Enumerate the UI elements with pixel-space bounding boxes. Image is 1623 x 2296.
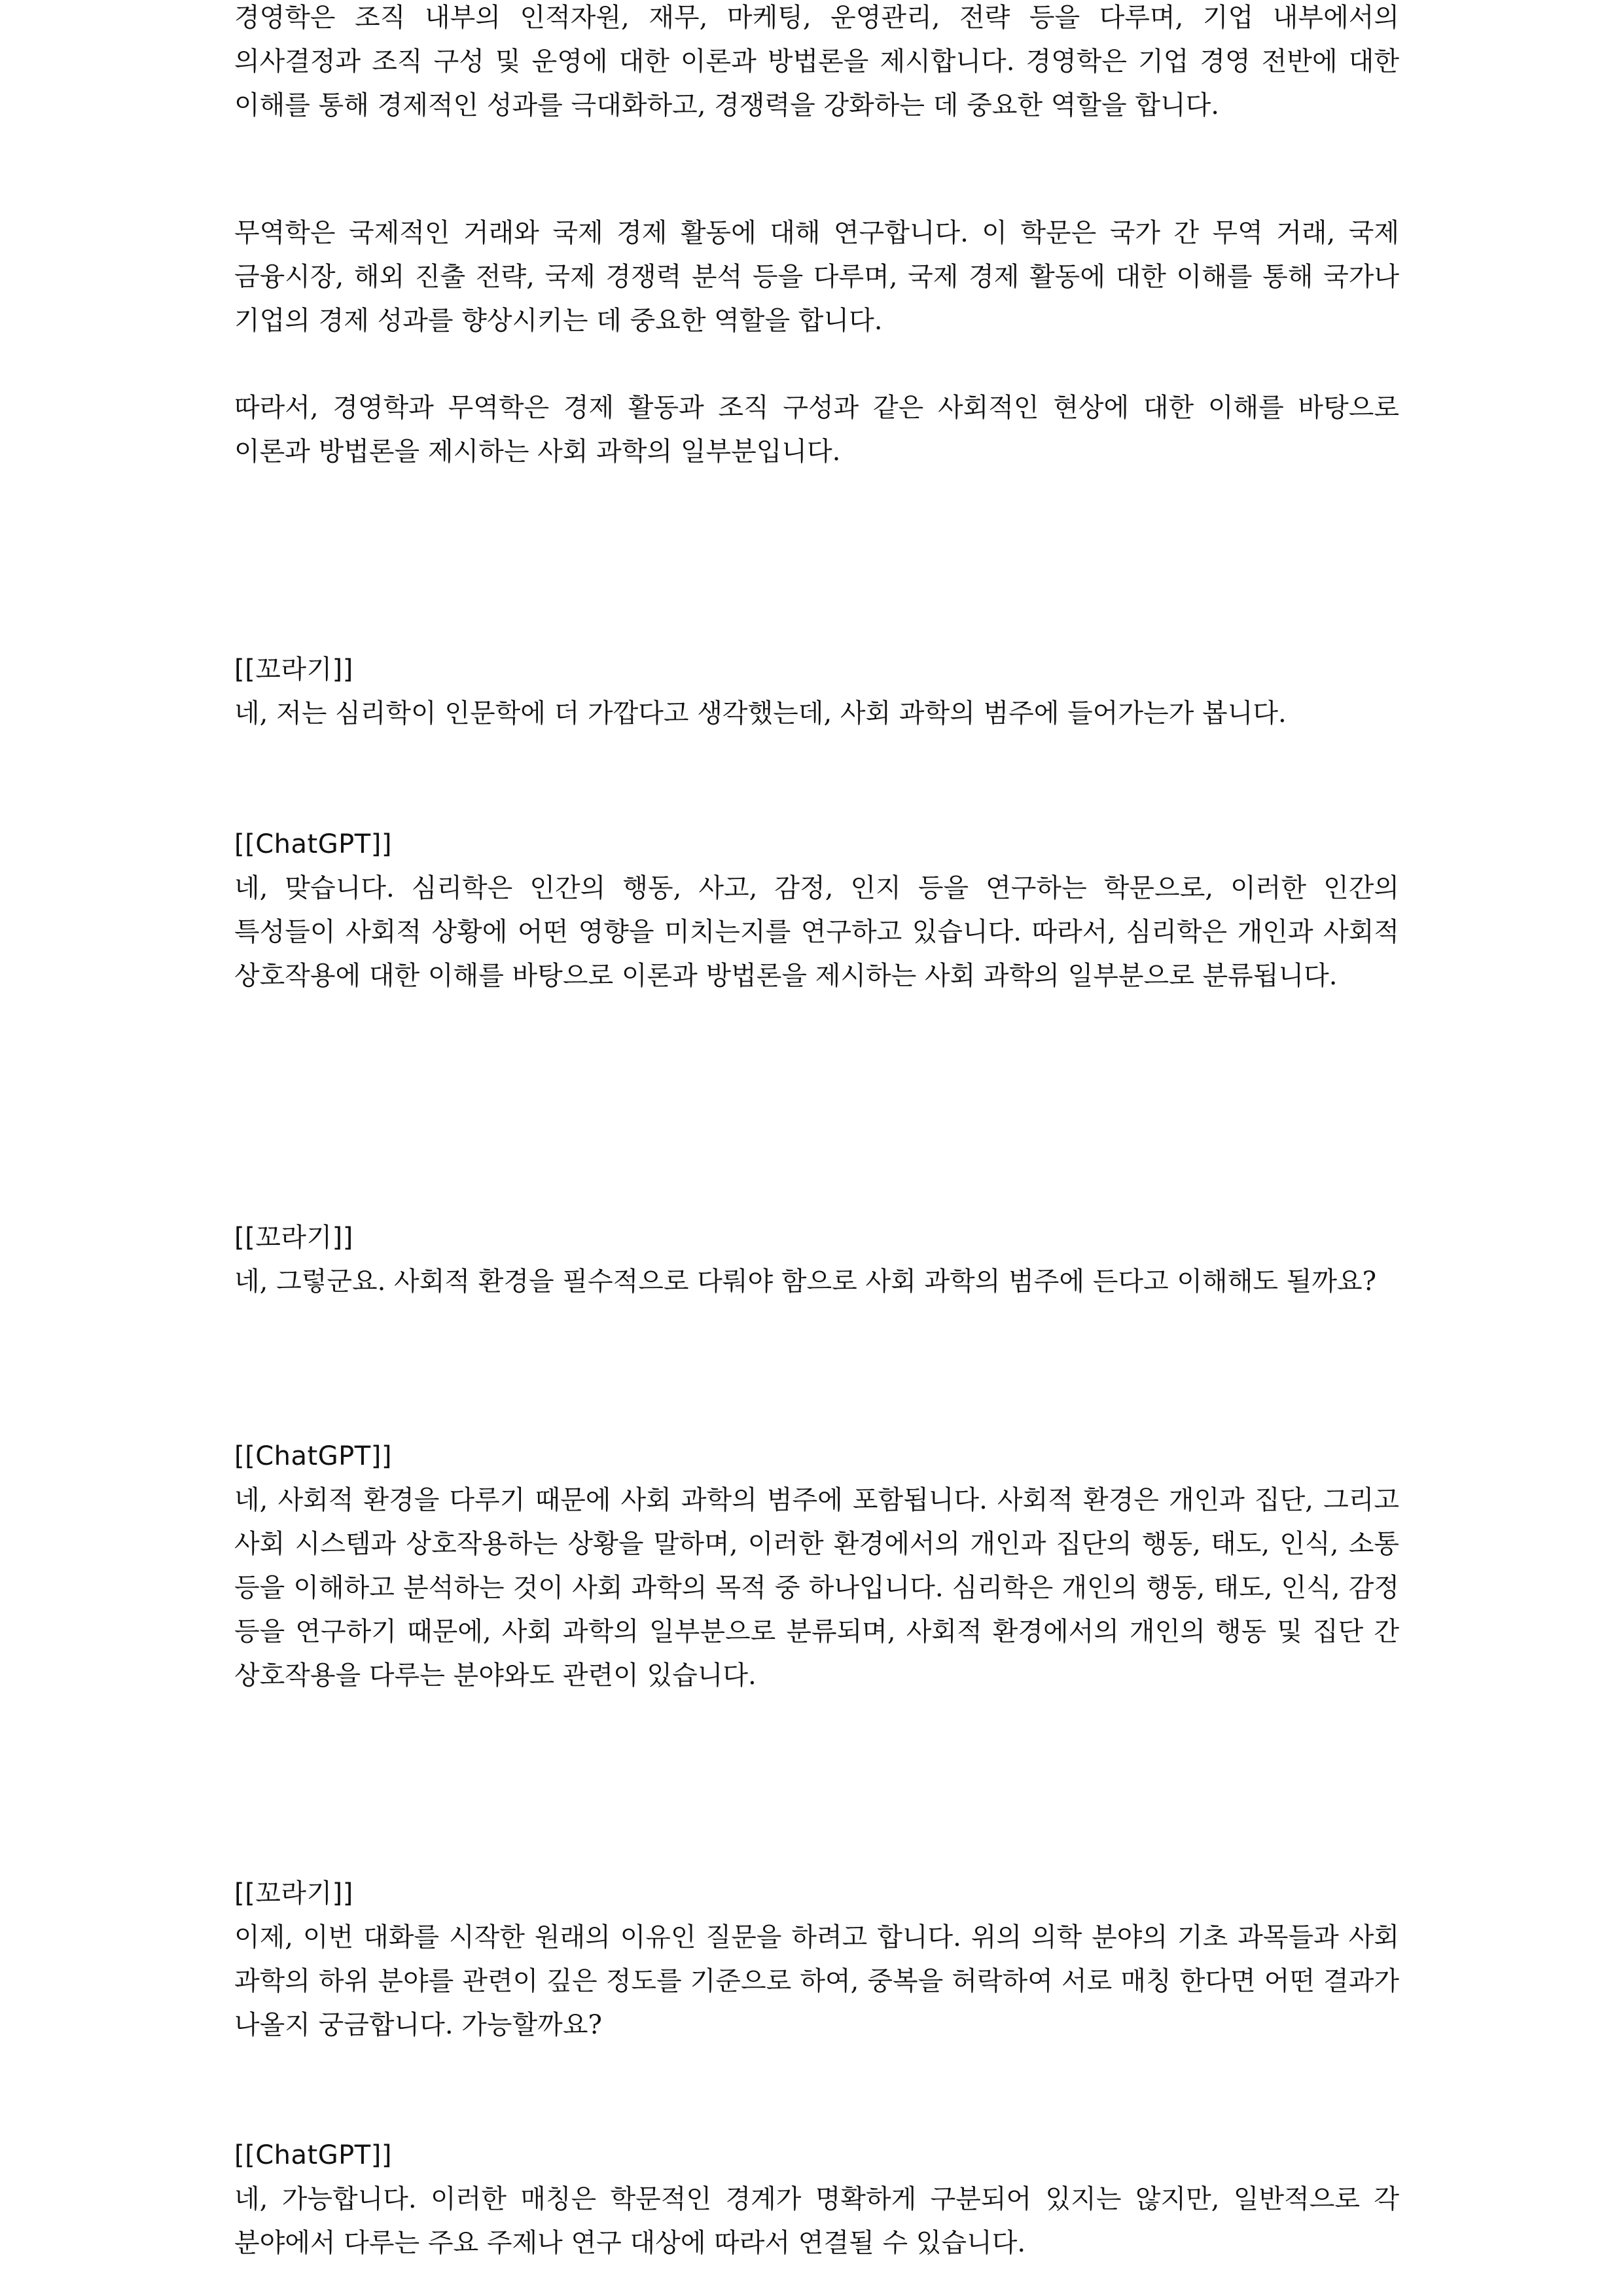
speaker-label: [[꼬라기]] [234, 655, 353, 685]
paragraph-conclusion [234, 386, 1399, 474]
message-text: 네, 그렇군요. 사회적 환경을 필수적으로 다뤄야 함으로 사회 과학의 범주에 든다고 이해해도 될까요? [234, 1266, 1377, 1297]
speaker-label: [[꼬라기]] [234, 1223, 353, 1253]
paragraph-text: 무역학은 국제적인 거래와 국제 경제 활동에 대해 연구합니다. 이 학문은 국가 간 무역 거래, 국제 금융시장, 해외 진출 전략, 국제 경쟁력 분석 등을 다루며, 국제 경제 활동에 대한 이해를 통해 국가나 기업의 경제 성과를 향상시키는 데 중요한 역할을 합니다. [234, 218, 1399, 336]
message-text: 이제, 이번 대화를 시작한 원래의 이유인 질문을 하려고 합니다. 위의 의학 분야의 기초 과목들과 사회 과학의 하위 분야를 관련이 깊은 정도를 기준으로 하여, 중복을 허락하여 서로 매칭 한다면 어떤 결과가 나올지 궁금합니다. 가능할까요? [234, 1922, 1399, 2040]
dialogue-turn-assistant [234, 1435, 1399, 1698]
paragraph-trade [234, 211, 1399, 343]
speaker-label: [[꼬라기]] [234, 1878, 353, 1909]
message-text: 네, 사회적 환경을 다루기 때문에 사회 과학의 범주에 포함됩니다. 사회적 환경은 개인과 집단, 그리고 사회 시스템과 상호작용하는 상황을 말하며, 이러한 환경에서의 개인과 집단의 행동, 태도, 인식, 소통 등을 이해하고 분석하는 것이 사회 과학의 목적 중 하나입니다. 심리학은 개인의 행동, 태도, 인식, 감정 등을 연구하기 때문에, 사회 과학의 일부분으로 분류되며, 사회적 환경에서의 개인의 행동 및 집단 간 상호작용을 다루는 분야와도 관련이 있습니다. [234, 1485, 1399, 1691]
speaker-label: [[ChatGPT]] [234, 829, 392, 859]
paragraph-text: 경영학은 조직 내부의 인적자원, 재무, 마케팅, 운영관리, 전략 등을 다루며, 기업 내부에서의 의사결정과 조직 구성 및 운영에 대한 이론과 방법론을 제시합니다. 경영학은 기업 경영 전반에 대한 이해를 통해 경제적인 성과를 극대화하고, 경쟁력을 강화하는 데 중요한 역할을 합니다. [234, 3, 1399, 120]
speaker-label: [[ChatGPT]] [234, 1441, 392, 1471]
speaker-label: [[ChatGPT]] [234, 2140, 392, 2170]
message-text: 네, 가능합니다. 이러한 매칭은 학문적인 경계가 명확하게 구분되어 있지는 않지만, 일반적으로 각 분야에서 다루는 주요 주제나 연구 대상에 따라서 연결될 수 있습니다. [234, 2184, 1399, 2258]
dialogue-turn-user [234, 1872, 1399, 2047]
dialogue-turn-user [234, 648, 1399, 736]
paragraph-text: 따라서, 경영학과 무역학은 경제 활동과 조직 구성과 같은 사회적인 현상에 대한 이해를 바탕으로 이론과 방법론을 제시하는 사회 과학의 일부분입니다. [234, 393, 1399, 467]
message-text: 네, 저는 심리학이 인문학에 더 가깝다고 생각했는데, 사회 과학의 범주에 들어가는가 봅니다. [234, 698, 1287, 728]
dialogue-turn-assistant [234, 823, 1399, 998]
dialogue-turn-assistant [234, 2134, 1399, 2265]
paragraph-business-admin [234, 0, 1399, 128]
dialogue-turn-user [234, 1216, 1399, 1304]
message-text: 네, 맞습니다. 심리학은 인간의 행동, 사고, 감정, 인지 등을 연구하는 학문으로, 이러한 인간의 특성들이 사회적 상황에 어떤 영향을 미치는지를 연구하고 있습니다. 따라서, 심리학은 개인과 사회적 상호작용에 대한 이해를 바탕으로 이론과 방법론을 제시하는 사회 과학의 일부분으로 분류됩니다. [234, 873, 1399, 991]
